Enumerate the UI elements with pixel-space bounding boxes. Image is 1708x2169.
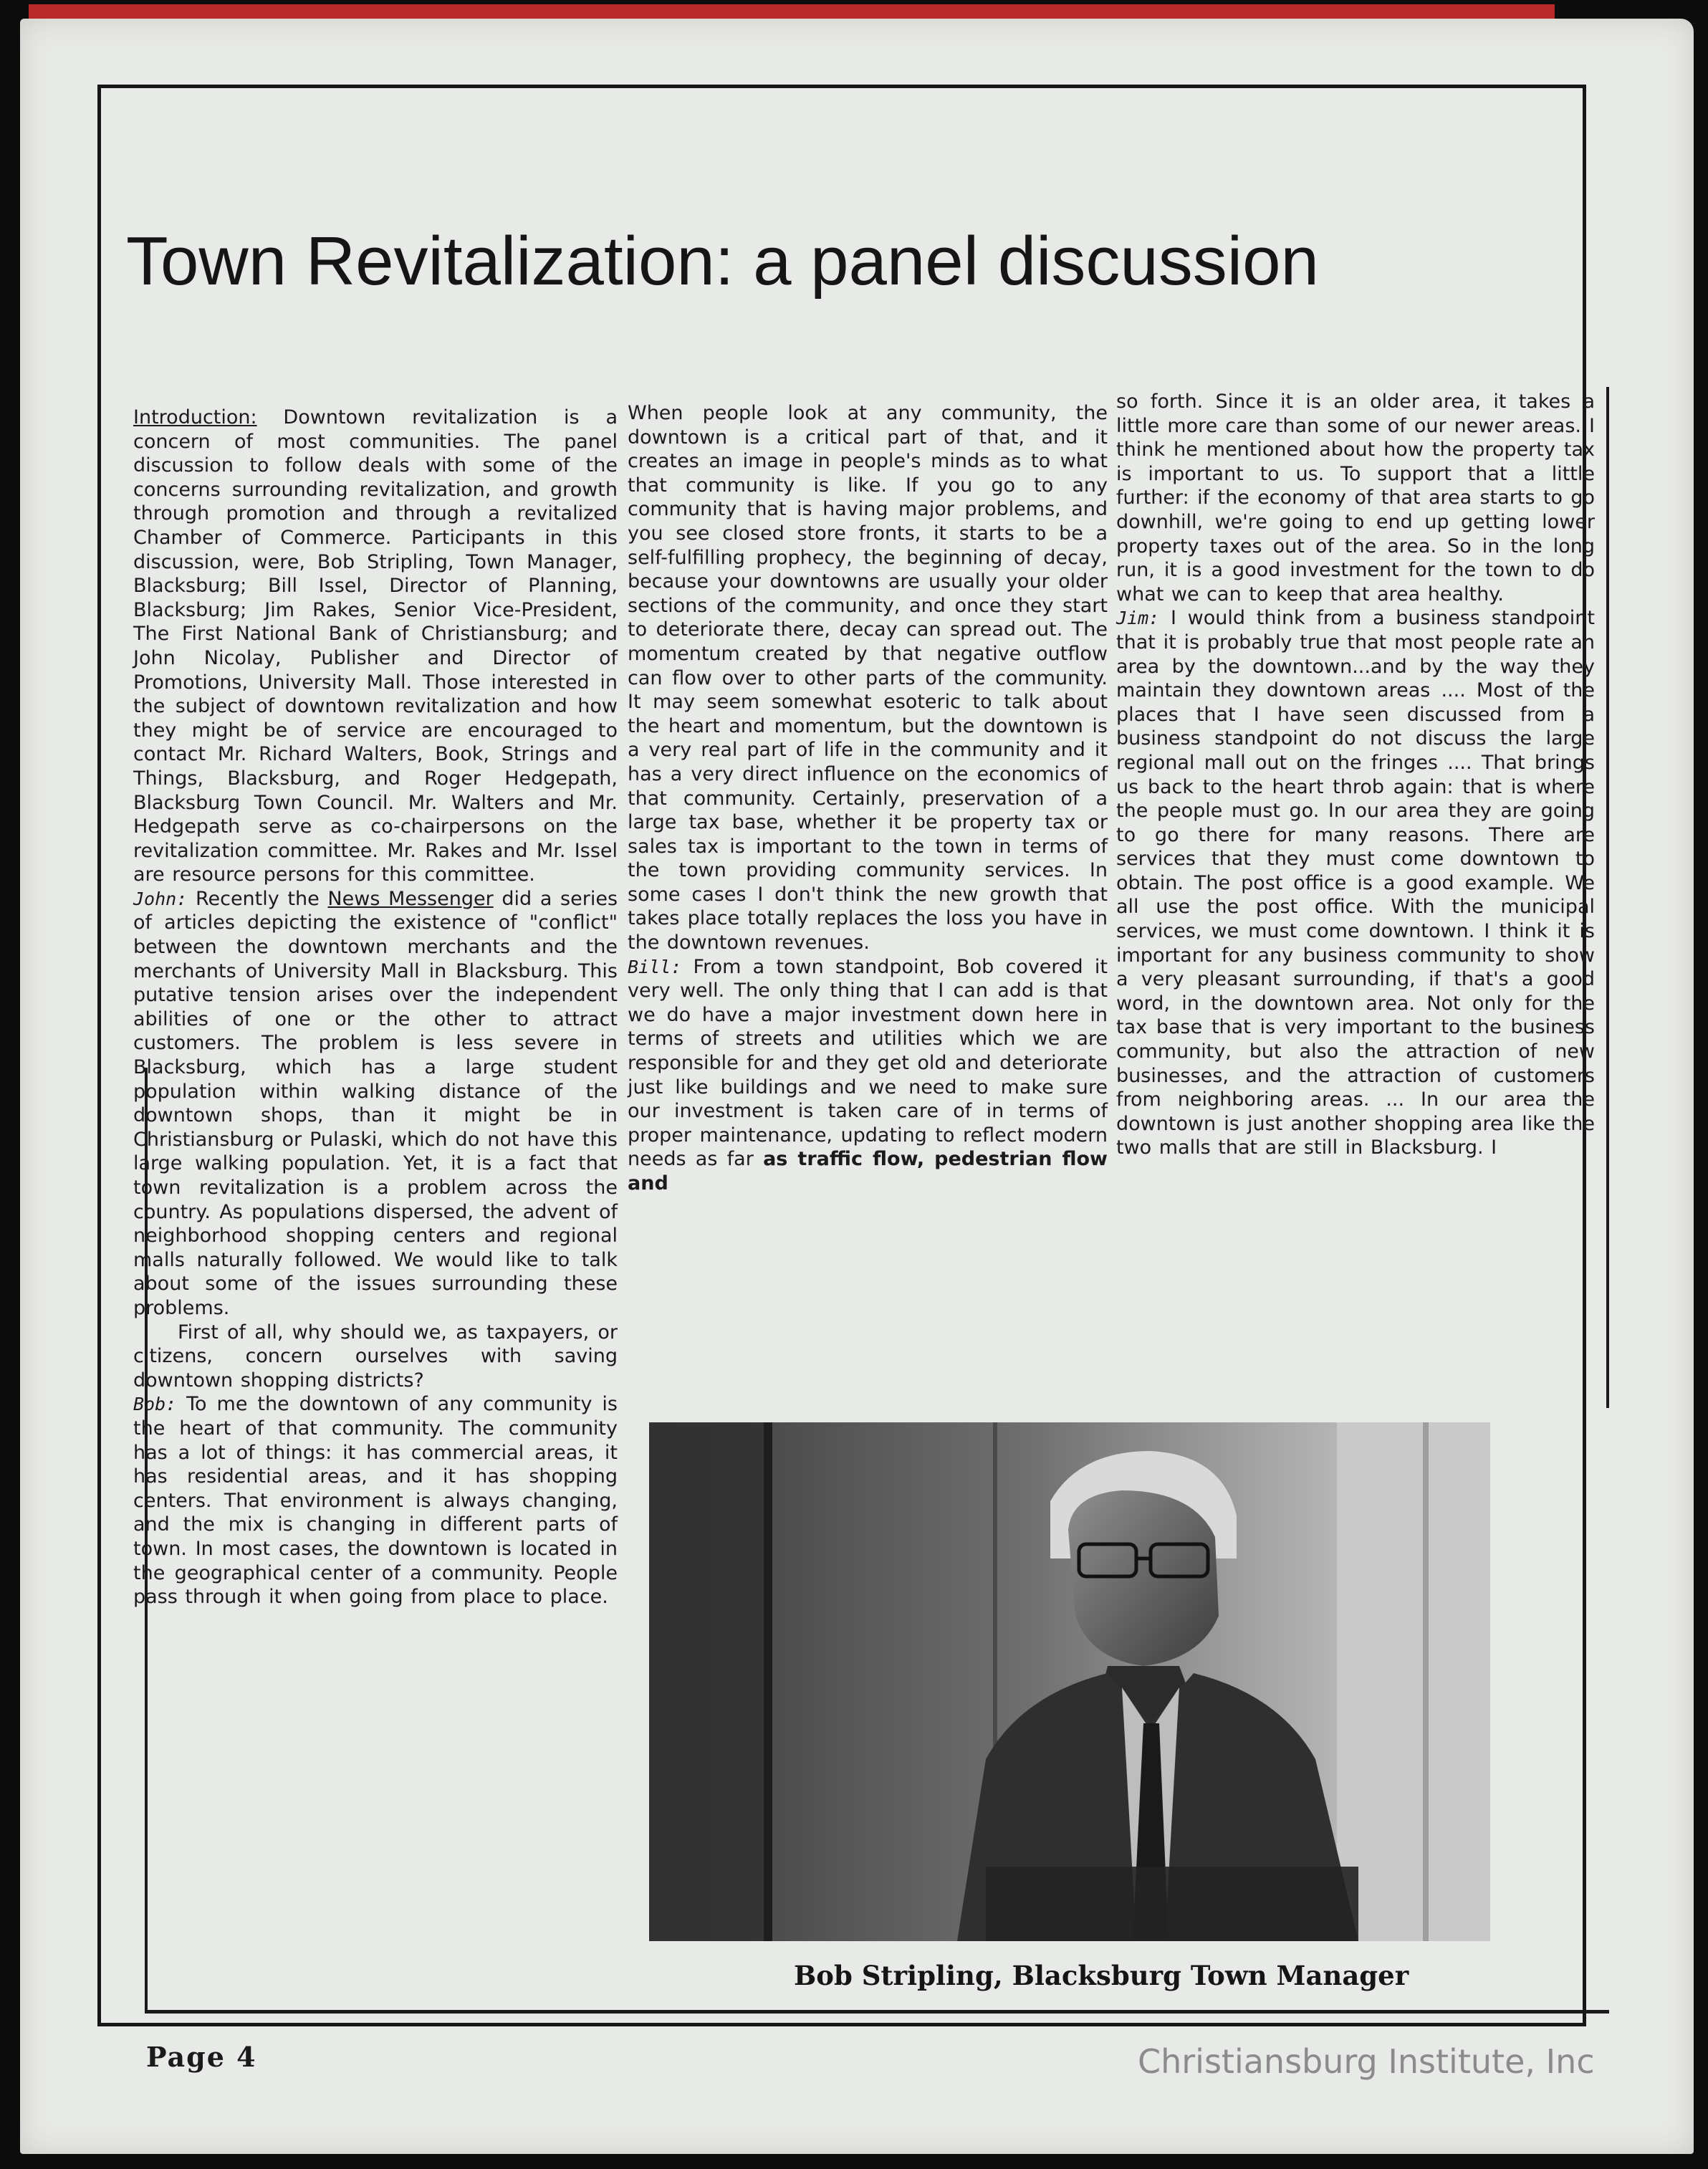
john-paragraph — [133, 887, 618, 1321]
bill-text-bold: as traffic flow, pedestrian flow and — [628, 1148, 1108, 1194]
column-rule-right — [1606, 387, 1609, 1408]
bottom-rule — [145, 2010, 1609, 2014]
bill-paragraph — [628, 955, 1108, 1196]
intro-text: Downtown revitalization is a concern of most communities. The panel discussion to follow deals with some of the concerns surrounding revitalization, and growth through promotion and through a revitalized Chamber of Commerce. Participants in this discussion, were, Bob Stripling, Town Manager, Blacksburg; Bill Issel, Director of Planning, Blacksburg; Jim Rakes, Senior Vice-President, The First National Bank of Christiansburg; and John Nicolay, Publisher and Director of Promotions, University Mall. Those interested in the subject of downtown revitalization and how they might be of service are encouraged to contact Mr. Richard Walters, Book, Strings and Things, Blacksburg, and Roger Hedgepath, Blacksburg Town Council. Mr. Walters and Mr. Hedgepath serve as co-chairpersons on the revitalization committee. Mr. Rakes and Mr. Issel are resource persons for this committee. — [133, 406, 618, 886]
john-text-pre: Recently the — [187, 887, 328, 910]
column-3 — [1116, 390, 1595, 1160]
speaker-bob: Bob: — [133, 1394, 177, 1415]
col3-paragraph: so forth. Since it is an older area, it takes a little more care than some of our newer areas. I think he mentioned about how the property tax is important to us. To support that a little further: if the economy of that area starts to go downhill, we're going to end up getting lower property taxes out of the area. So in the long run, it is a good investment for the town to do what we can to keep that area healthy. — [1116, 391, 1595, 605]
bob-text: To me the downtown of any community is the heart of that community. The community has a lot of things: it has commercial areas, it has residential areas, and it has shopping centers. That environment is always changing, and the mix is changing in different parts of town. In most cases, the downtown is located in the geographical center of a community. People pass through it when going from place to place. — [133, 1393, 618, 1609]
column-1 — [133, 406, 618, 1609]
jim-text: I would think from a business standpoint that it is probably true that most people rate an area by the downtown...and by the way they maintain they downtown areas .... Most of the places that I have seen discussed from a business standpoint do not discuss the large regional mall out on the fringes .... That brings us back to the heart throb again: that is where the people must go. In our area they are going to go there for many reasons. There are services that they must come downtown to obtain. The post office is a good example. We all use the post office. With the municipal services, we must come downtown. I think it is important for any business community to show a very pleasant surrounding, if that's a good word, in the downtown area. Not only for the tax base that is very important to the business community, but also the attraction of new businesses, and the attraction of customers from neighboring areas. ... In our area the downtown is just another shopping area like the two malls that are still in Blacksburg. I — [1116, 607, 1595, 1159]
bob-paragraph — [133, 1392, 618, 1609]
speaker-john: John: — [133, 888, 188, 909]
column-2 — [628, 401, 1108, 1196]
page-number: Page 4 — [146, 2041, 257, 2073]
jim-paragraph — [1116, 606, 1595, 1160]
photo-caption: Bob Stripling, Blacksburg Town Manager — [794, 1960, 1409, 1991]
article-title: Town Revitalization: a panel discussion — [126, 223, 1319, 300]
intro-label: Introduction: — [133, 406, 257, 428]
portrait-photo-illustration — [649, 1422, 1490, 1941]
john-text-post: did a series of articles depicting the existence of "conflict" between the downtown merchants and the merchants of University Mall in Blacksburg. This putative tension arises over the independent abilities of one or the other to attract customers. The problem is less severe in Blacksburg, which has a large student population within walking distance of the downtown shops, than it might be in Christiansburg or Pulaski, which do not have this large walking population. Yet, it is a fact that town revitalization is a problem across the country. As populations dispersed, the advent of neighborhood shopping centers and regional malls naturally followed. We would like to talk about some of the issues surrounding these problems. — [133, 887, 618, 1319]
watermark: Christiansburg Institute, Inc — [1138, 2042, 1595, 2081]
speaker-jim: Jim: — [1116, 608, 1160, 629]
bill-text: From a town standpoint, Bob covered it very well. The only thing that I can add is that we do have a major investment down here in terms of streets and utilities which we are responsible for and they get old and deteriorate just like buildings and we need to make sure our investment is taken care of in terms of proper maintenance, updating to reflect modern needs as far — [628, 955, 1108, 1171]
intro-paragraph — [133, 406, 618, 887]
portrait-photo — [649, 1422, 1490, 1941]
col2-paragraph: When people look at any community, the downtown is a critical part of that, and it creates an image in people's minds as to what that community is like. If you go to any community that is having major problems, and you see closed store fronts, it starts to be a self-fulfilling prophecy, the beginning of decay, because your downtowns are usually your older sections of the community, and once they start to deteriorate there, decay can spread out. The momentum created by that negative outflow can flow over to other parts of the community. It may seem somewhat esoteric to talk about the heart and momentum, but the downtown is a very real part of life in the community and it has a very direct influence on the economics of that community. Certainly, preservation of a large tax base, whether it be property tax or sales tax is important to the town in terms of the town providing community services. In some cases I don't think the new growth that takes place totally replaces the loss you have in the downtown revenues. — [628, 402, 1108, 954]
question-paragraph: First of all, why should we, as taxpayers, or citizens, concern ourselves with saving downtown shopping districts? — [133, 1321, 618, 1392]
speaker-bill: Bill: — [628, 956, 682, 977]
news-messenger-ref: News Messenger — [327, 887, 494, 910]
